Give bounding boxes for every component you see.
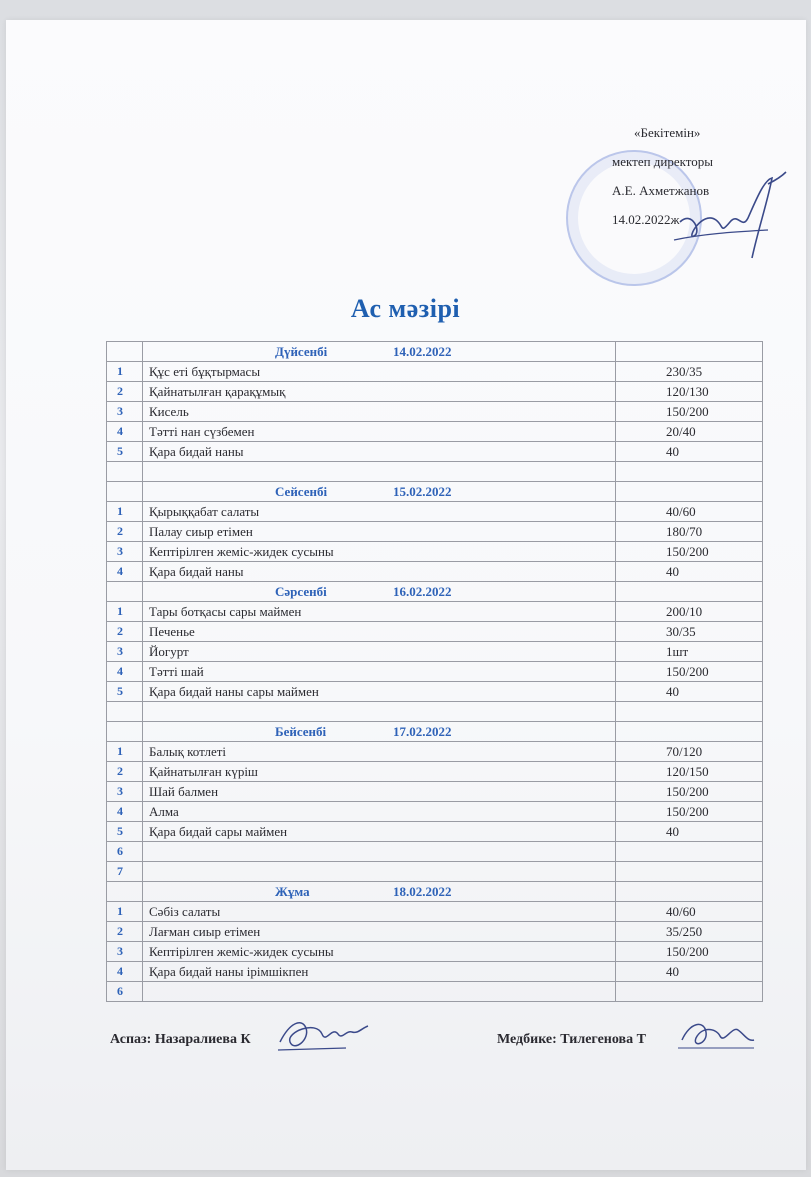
dish-name — [143, 842, 616, 861]
portion-size: 150/200 — [666, 944, 709, 959]
portion-size: 20/40 — [666, 424, 696, 439]
item-number: 4 — [107, 562, 143, 581]
portion-size — [616, 982, 762, 1001]
dish-name: Кептірілген жеміс-жидек сусыны — [143, 542, 616, 561]
empty-cell — [107, 482, 143, 501]
dish-name: Шай балмен — [143, 782, 616, 801]
item-number: 3 — [107, 642, 143, 661]
empty-cell — [107, 582, 143, 601]
portion-size: 40 — [666, 564, 679, 579]
empty-cell — [616, 882, 762, 901]
item-number: 4 — [107, 422, 143, 441]
dish-name: Кептірілген жеміс-жидек сусыны — [143, 942, 616, 961]
item-number: 6 — [107, 982, 143, 1001]
item-number: 1 — [107, 742, 143, 761]
menu-item-row — [107, 942, 762, 962]
empty-cell — [616, 582, 762, 601]
approval-date: 14.02.2022ж — [612, 212, 680, 227]
menu-item-row — [107, 822, 762, 842]
dish-name: Құс еті бұқтырмасы — [143, 362, 616, 381]
portion-size: 150/200 — [666, 664, 709, 679]
director-signature — [672, 170, 790, 260]
portion-size: 70/120 — [666, 744, 703, 759]
item-number: 3 — [107, 782, 143, 801]
dish-name: Тары ботқасы сары маймен — [143, 602, 616, 621]
portion-size: 230/35 — [666, 364, 703, 379]
dish-name: Қара бидай наны — [143, 442, 616, 461]
portion-size — [616, 842, 762, 861]
item-number: 5 — [107, 682, 143, 701]
day-header-row — [107, 722, 762, 742]
dish-name — [143, 982, 616, 1001]
portion-size: 150/200 — [666, 404, 709, 419]
spacer-row — [107, 702, 762, 722]
cook-label: Аспаз: Назаралиева К — [110, 1032, 251, 1047]
spacer-row — [107, 462, 762, 482]
dish-name: Балық котлеті — [143, 742, 616, 761]
day-header — [143, 582, 616, 601]
portion-size: 40 — [666, 964, 679, 979]
empty-cell — [616, 342, 762, 361]
portion-size: 35/250 — [666, 924, 703, 939]
empty-cell — [107, 342, 143, 361]
day-name: Сәрсенбі — [275, 584, 327, 599]
empty-cell — [616, 482, 762, 501]
portion-size: 180/70 — [666, 524, 703, 539]
portion-size: 120/130 — [666, 384, 709, 399]
item-number: 4 — [107, 962, 143, 981]
menu-item-row — [107, 602, 762, 622]
dish-name: Кисель — [143, 402, 616, 421]
approval-line: «Бекітемін» — [634, 125, 701, 140]
menu-item-row — [107, 522, 762, 542]
menu-item-row — [107, 782, 762, 802]
empty-cell — [616, 722, 762, 741]
menu-item-row — [107, 682, 762, 702]
dish-name: Қайнатылған қарақұмық — [143, 382, 616, 401]
portion-size: 30/35 — [666, 624, 696, 639]
dish-name: Қара бидай наны ірімшікпен — [143, 962, 616, 981]
item-number: 4 — [107, 802, 143, 821]
nurse-signature — [676, 1016, 756, 1056]
portion-size: 150/200 — [666, 784, 709, 799]
portion-size: 150/200 — [666, 544, 709, 559]
empty-cell — [107, 722, 143, 741]
item-number: 1 — [107, 602, 143, 621]
dish-name: Тәтті шай — [143, 662, 616, 681]
portion-size: 150/200 — [666, 804, 709, 819]
portion-size: 1шт — [666, 644, 689, 659]
menu-item-row — [107, 622, 762, 642]
cook-signature — [276, 1012, 370, 1056]
dish-name: Палау сиыр етімен — [143, 522, 616, 541]
approval-line: А.Е. Ахметжанов — [612, 183, 710, 198]
menu-item-row — [107, 382, 762, 402]
menu-item-row — [107, 742, 762, 762]
dish-name: Печенье — [143, 622, 616, 641]
portion-size: 40 — [666, 444, 679, 459]
dish-name: Лағман сиыр етімен — [143, 922, 616, 941]
day-date: 18.02.2022 — [393, 884, 452, 899]
portion-size — [616, 862, 762, 881]
menu-item-row — [107, 502, 762, 522]
item-number: 2 — [107, 762, 143, 781]
empty-cell — [143, 702, 616, 721]
menu-item-row — [107, 402, 762, 422]
day-header — [143, 882, 616, 901]
nurse-label: Медбике: Тилегенова Т — [497, 1032, 646, 1047]
dish-name: Қара бидай сары маймен — [143, 822, 616, 841]
item-number: 5 — [107, 822, 143, 841]
menu-item-row — [107, 762, 762, 782]
empty-cell — [143, 462, 616, 481]
menu-item-row — [107, 642, 762, 662]
empty-cell — [107, 462, 143, 481]
portion-size: 120/150 — [666, 764, 709, 779]
dish-name: Йогурт — [143, 642, 616, 661]
empty-cell — [616, 462, 762, 481]
day-name: Жұма — [275, 884, 310, 899]
day-name: Бейсенбі — [275, 724, 327, 739]
cook-signature-line — [110, 1032, 251, 1048]
menu-item-row — [107, 362, 762, 382]
menu-item-row — [107, 922, 762, 942]
portion-size: 40/60 — [666, 904, 696, 919]
day-date: 17.02.2022 — [393, 724, 452, 739]
dish-name — [143, 862, 616, 881]
item-number: 5 — [107, 442, 143, 461]
portion-size: 200/10 — [666, 604, 703, 619]
menu-item-row — [107, 862, 762, 882]
day-header-row — [107, 342, 762, 362]
page-title: Ас мәзірі — [350, 294, 461, 323]
menu-item-row — [107, 442, 762, 462]
dish-name: Тәтті нан сүзбемен — [143, 422, 616, 441]
day-header-row — [107, 582, 762, 602]
item-number: 2 — [107, 522, 143, 541]
menu-item-row — [107, 562, 762, 582]
item-number: 6 — [107, 842, 143, 861]
day-header — [143, 722, 616, 741]
day-name: Дүйсенбі — [275, 344, 328, 359]
item-number: 2 — [107, 382, 143, 401]
menu-item-row — [107, 542, 762, 562]
item-number: 1 — [107, 902, 143, 921]
menu-item-row — [107, 422, 762, 442]
empty-cell — [616, 702, 762, 721]
item-number: 3 — [107, 942, 143, 961]
dish-name: Сәбіз салаты — [143, 902, 616, 921]
day-header-row — [107, 482, 762, 502]
menu-item-row — [107, 842, 762, 862]
portion-size: 40 — [666, 684, 679, 699]
item-number: 3 — [107, 542, 143, 561]
item-number: 1 — [107, 502, 143, 521]
menu-item-row — [107, 902, 762, 922]
item-number: 1 — [107, 362, 143, 381]
item-number: 7 — [107, 862, 143, 881]
empty-cell — [107, 882, 143, 901]
portion-size: 40 — [666, 824, 679, 839]
dish-name: Алма — [143, 802, 616, 821]
dish-name: Қырыққабат салаты — [143, 502, 616, 521]
menu-item-row — [107, 802, 762, 822]
dish-name: Қара бидай наны — [143, 562, 616, 581]
day-header-row — [107, 882, 762, 902]
day-date: 15.02.2022 — [393, 484, 452, 499]
item-number: 3 — [107, 402, 143, 421]
item-number: 4 — [107, 662, 143, 681]
menu-table — [106, 341, 763, 1002]
menu-item-row — [107, 982, 762, 1002]
menu-item-row — [107, 662, 762, 682]
day-date: 16.02.2022 — [393, 584, 452, 599]
dish-name: Қайнатылған күріш — [143, 762, 616, 781]
item-number: 2 — [107, 622, 143, 641]
empty-cell — [107, 702, 143, 721]
day-header — [143, 482, 616, 501]
day-name: Сейсенбі — [275, 484, 328, 499]
portion-size: 40/60 — [666, 504, 696, 519]
day-date: 14.02.2022 — [393, 344, 452, 359]
approval-line: мектеп директоры — [612, 154, 714, 169]
nurse-signature-line — [497, 1032, 646, 1048]
day-header — [143, 342, 616, 361]
menu-item-row — [107, 962, 762, 982]
item-number: 2 — [107, 922, 143, 941]
dish-name: Қара бидай наны сары маймен — [143, 682, 616, 701]
